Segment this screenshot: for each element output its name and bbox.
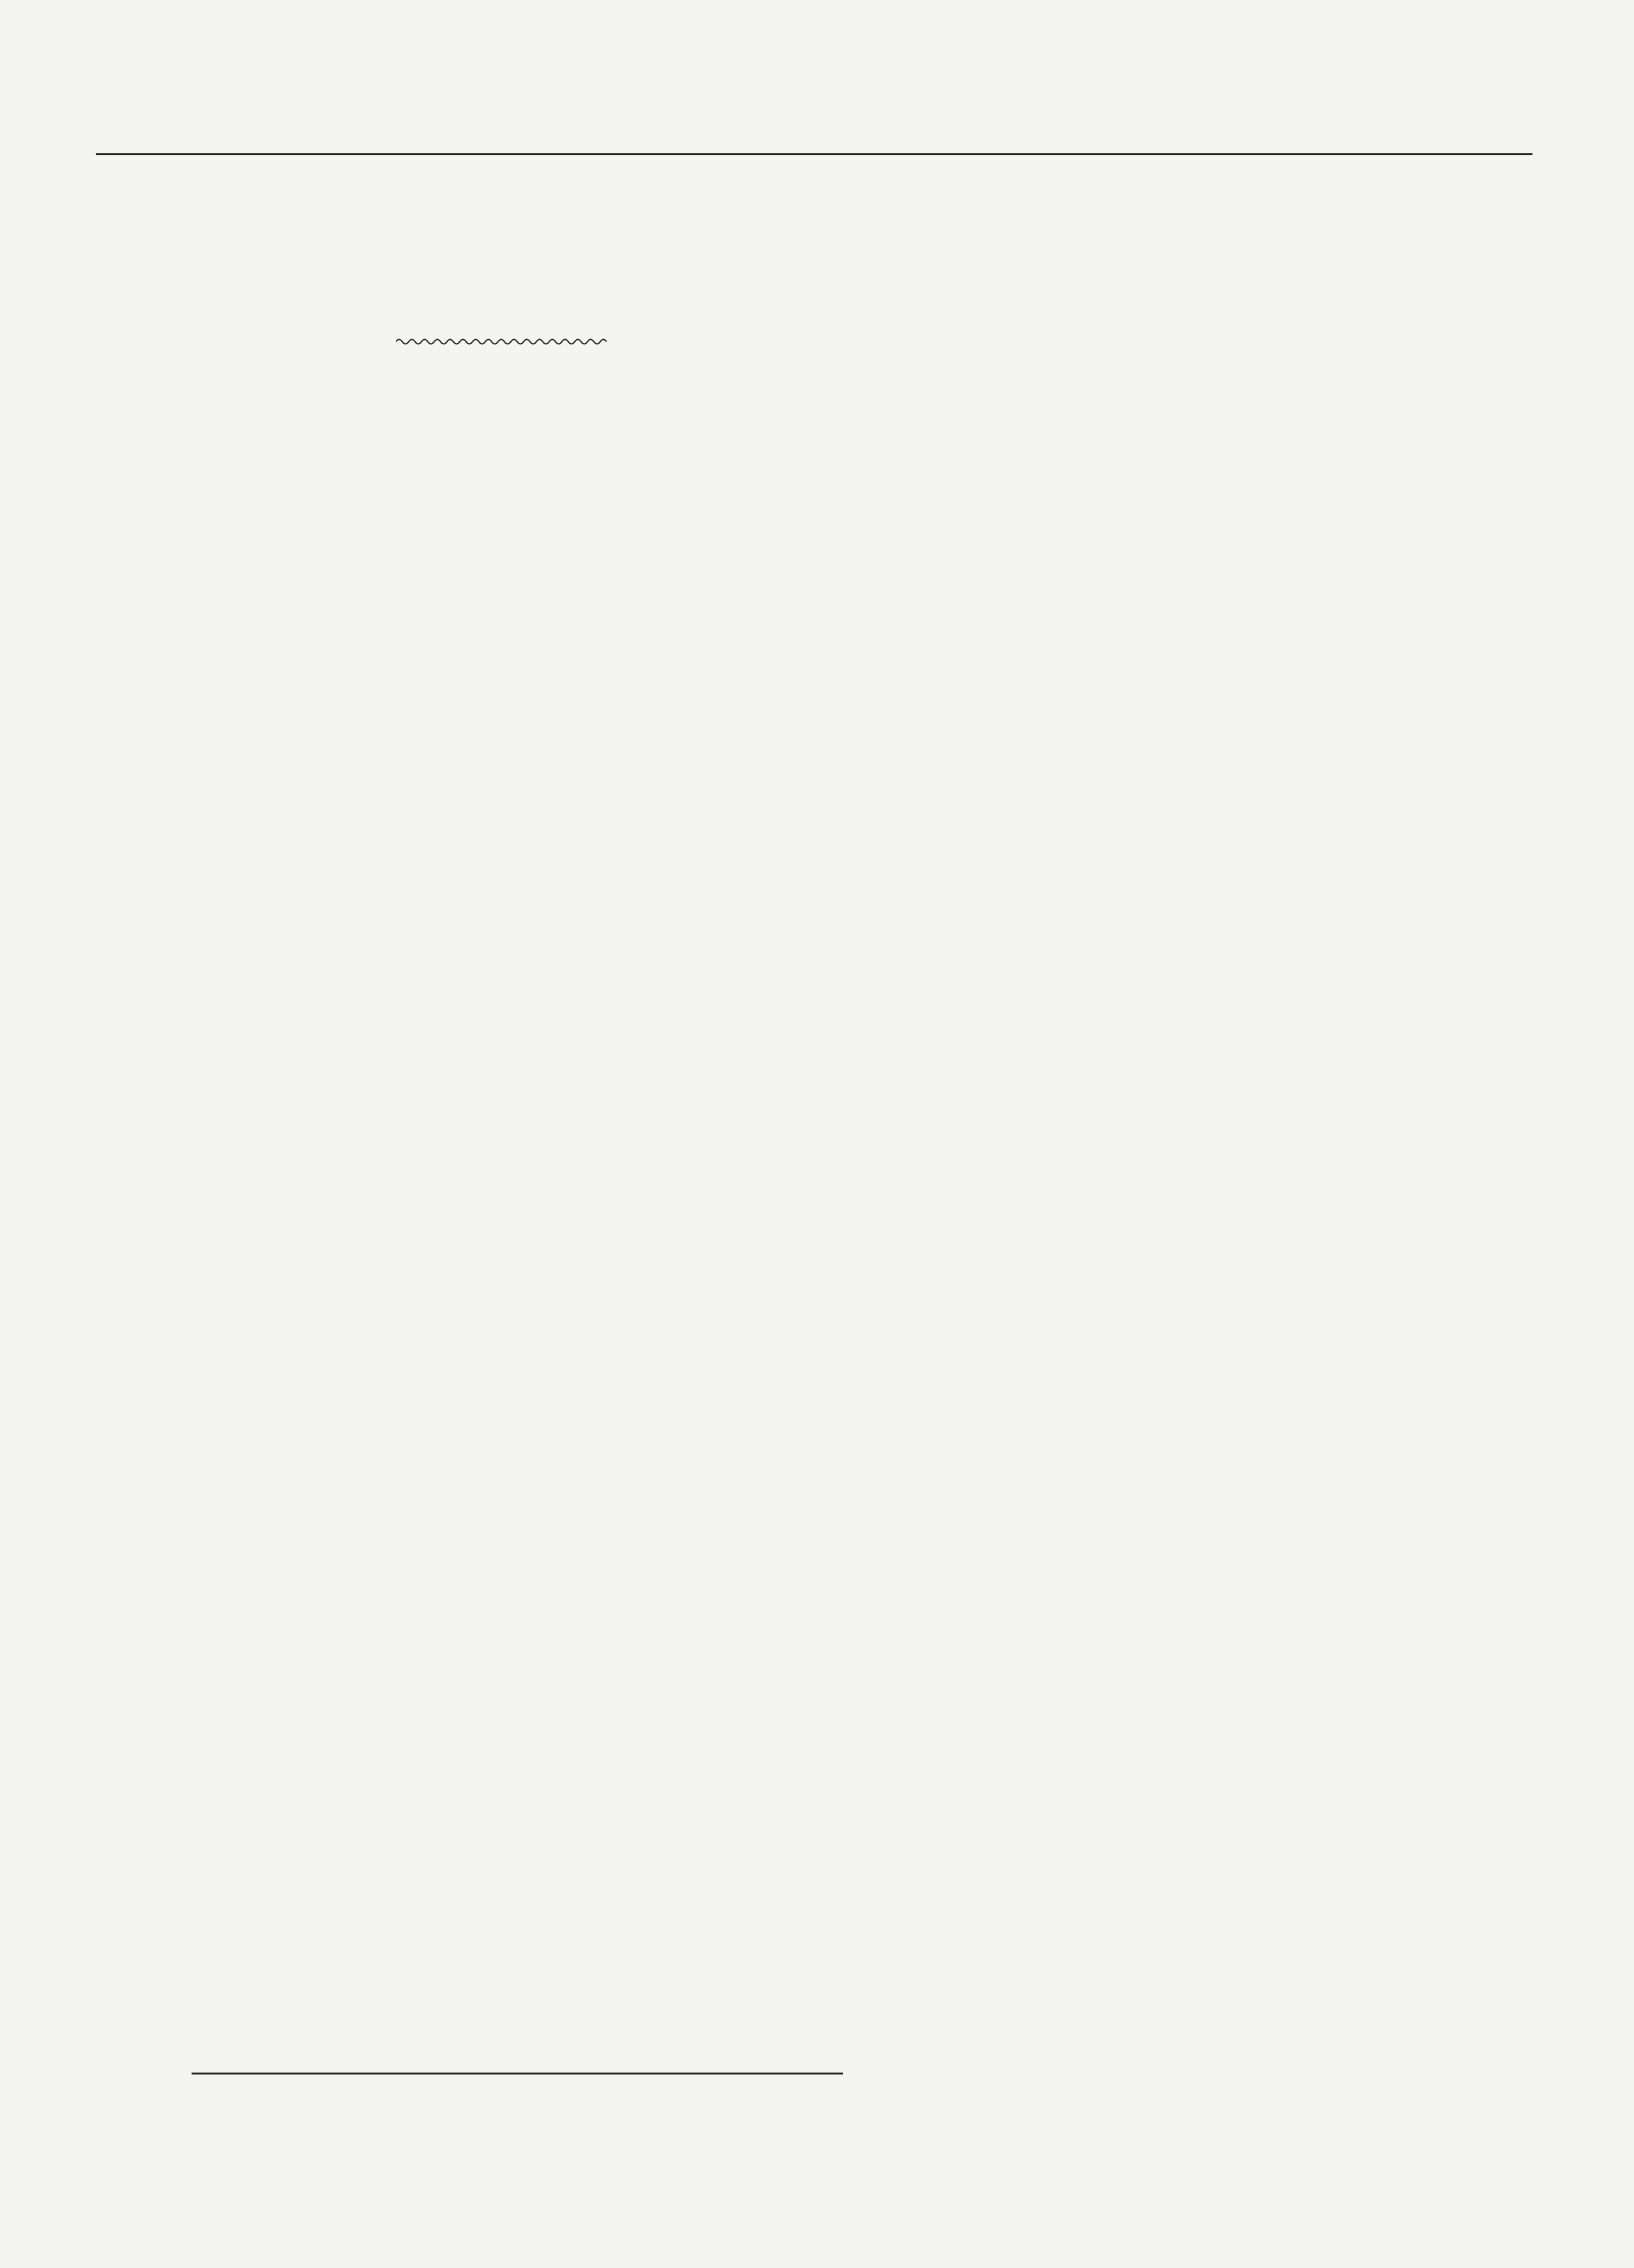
page-header [96,105,1532,150]
title-block [153,211,825,222]
footer-rule [192,2073,843,2074]
header-rule [96,153,1532,155]
title-ornament [396,332,607,351]
